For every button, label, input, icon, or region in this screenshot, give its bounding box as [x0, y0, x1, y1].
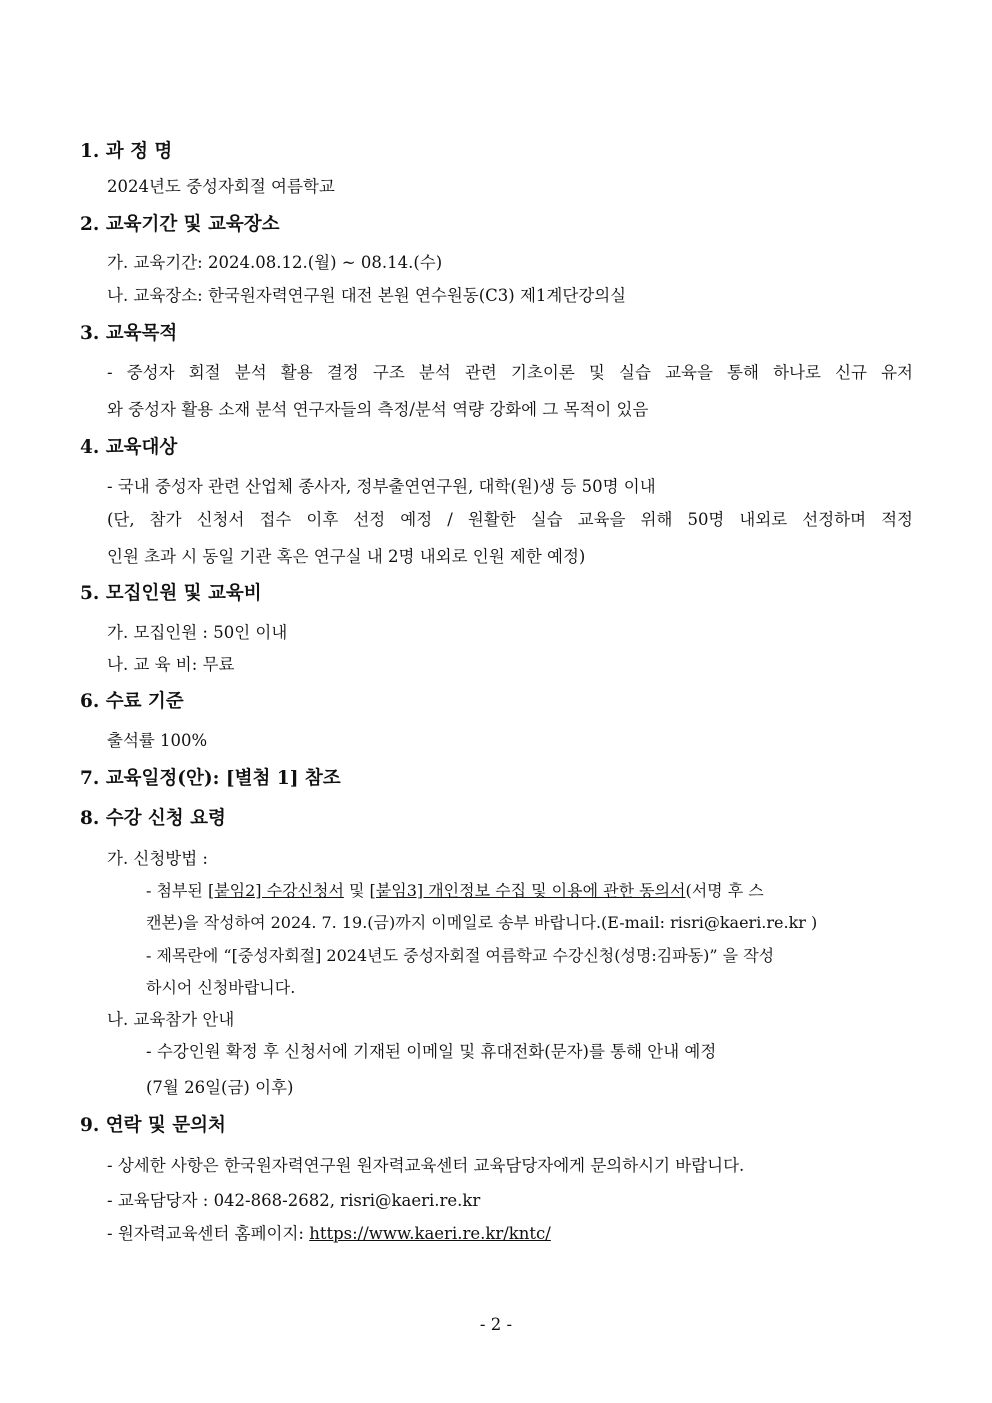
page-number: - 2 -: [479, 1315, 513, 1334]
education-place: 나. 교육장소: 한국원자력연구원 대전 본원 연수원동(C3) 제1계단강의실: [107, 286, 627, 305]
email-subject-line-1: - 제목란에 “[중성자회절] 2024년도 중성자회절 여름학교 수강신청(성명:김파동)” 을 작성: [146, 946, 775, 965]
recruit-count: 가. 모집인원 : 50인 이내: [107, 623, 288, 642]
section-9-heading: 9. 연락 및 문의처: [80, 1115, 226, 1136]
purpose-line-1: - 중성자 회절 분석 활용 결정 구조 분석 관련 기초이론 및 실습 교육을 통해 하나로 신규 유저: [107, 363, 913, 382]
target-line-3: 인원 초과 시 동일 기관 혹은 연구실 내 2명 내외로 인원 제한 예정): [107, 547, 586, 566]
purpose-line-2: 와 중성자 활용 소재 분석 연구자들의 측정/분석 역량 강화에 그 목적이 있음: [107, 400, 649, 419]
apply-method-mid: 및: [343, 881, 370, 900]
participation-guide-line-2: (7월 26일(금) 이후): [146, 1078, 294, 1097]
section-7-heading: 7. 교육일정(안): [별첨 1] 참조: [80, 768, 341, 789]
tuition-fee: 나. 교 육 비: 무료: [107, 655, 235, 674]
attendance-rate: 출석률 100%: [107, 731, 208, 750]
participation-guide-line-1: - 수강인원 확정 후 신청서에 기재된 이메일 및 휴대전화(문자)를 통해 안내 예정: [146, 1042, 717, 1061]
section-3-heading: 3. 교육목적: [80, 323, 178, 344]
section-4-heading: 4. 교육대상: [80, 437, 178, 458]
contact-line-3: [107, 1223, 551, 1245]
apply-method-suffix: (서명 후 스: [685, 881, 764, 900]
course-name: 2024년도 중성자회절 여름학교: [107, 177, 335, 196]
apply-method-prefix: - 첨부된: [146, 881, 208, 900]
contact-line-2: - 교육담당자 : 042-868-2682, risri@kaeri.re.kr: [107, 1191, 481, 1210]
apply-method-line-1: [146, 880, 764, 902]
attachment-2-link[interactable]: [붙임2] 수강신청서: [207, 881, 344, 900]
section-1-heading: 1. 과 정 명: [80, 141, 173, 162]
homepage-label: - 원자력교육센터 홈페이지:: [107, 1224, 310, 1243]
participation-guide-label: 나. 교육참가 안내: [107, 1010, 235, 1029]
apply-method-line-2: 캔본)을 작성하여 2024. 7. 19.(금)까지 이메일로 송부 바랍니다.(E-mail: risri@kaeri.re.kr ): [146, 913, 818, 932]
target-line-2: (단, 참가 신청서 접수 이후 선정 예정 / 원활한 실습 교육을 위해 50명 내외로 선정하며 적정: [107, 510, 913, 529]
section-5-heading: 5. 모집인원 및 교육비: [80, 583, 262, 604]
attachment-3-link[interactable]: [붙임3] 개인정보 수집 및 이용에 관한 동의서: [369, 881, 686, 900]
target-line-1: - 국내 중성자 관련 산업체 종사자, 정부출연연구원, 대학(원)생 등 50명 이내: [107, 477, 656, 496]
section-2-heading: 2. 교육기간 및 교육장소: [80, 214, 280, 235]
contact-line-1: - 상세한 사항은 한국원자력연구원 원자력교육센터 교육담당자에게 문의하시기 바랍니다.: [107, 1156, 745, 1175]
section-8-heading: 8. 수강 신청 요령: [80, 808, 226, 829]
homepage-link[interactable]: https://www.kaeri.re.kr/kntc/: [309, 1224, 551, 1243]
education-period: 가. 교육기간: 2024.08.12.(월) ~ 08.14.(수): [107, 253, 443, 272]
apply-method-label: 가. 신청방법 :: [107, 849, 208, 868]
email-subject-line-2: 하시어 신청바랍니다.: [146, 978, 296, 997]
section-6-heading: 6. 수료 기준: [80, 691, 184, 712]
